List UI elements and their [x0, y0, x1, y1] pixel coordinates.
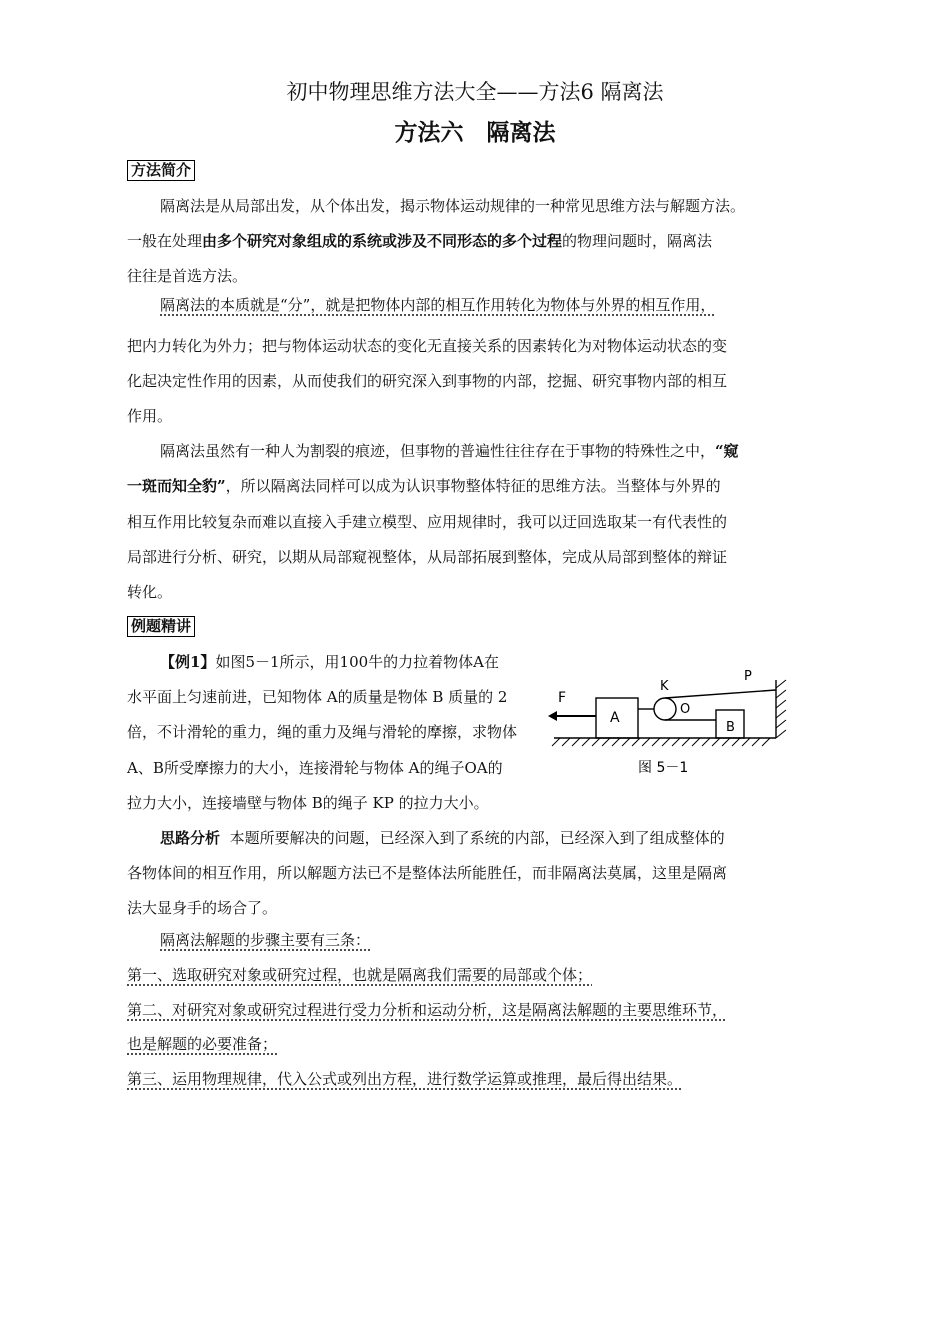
force-arrowhead: [548, 711, 557, 721]
example-line: 水平面上匀速前进，已知物体 A的质量是物体 B 质量的 2: [127, 688, 508, 706]
example-line: 拉力大小，连接墙壁与物体 B的绳子 KP 的拉力大小。: [127, 794, 489, 812]
intro-emphasis: 由多个研究对象组成的系统或涉及不同形态的多个过程: [202, 232, 563, 250]
document-title: 初中物理思维方法大全——方法6 隔离法: [286, 80, 664, 104]
label-a: A: [610, 710, 620, 726]
section-tag-method-intro: 方法简介: [127, 160, 195, 181]
analysis-label: 思路分析: [160, 829, 221, 847]
pulley: [654, 698, 676, 720]
ground-hatch: [552, 738, 770, 746]
label-k: K: [660, 679, 669, 694]
essence-line: 隔离法的本质就是“分”，就是把物体内部的相互作用转化为物体与外界的相互作用，: [160, 296, 716, 314]
value-line: 局部进行分析、研究，以期从局部窥视整体，从局部拓展到整体，完成从局部到整体的辩证: [127, 548, 728, 566]
label-b: B: [726, 720, 735, 735]
analysis-line: 思路分析 本题所要解决的问题，已经深入到了系统的内部，已经深入到了组成整体的: [160, 829, 725, 847]
intro-line: 隔离法是从局部出发，从个体出发，揭示物体运动规律的一种常见思维方法与解题方法。: [160, 197, 746, 215]
intro-line: 一般在处理由多个研究对象组成的系统或涉及不同形态的多个过程的物理问题时，隔离法: [127, 232, 713, 250]
value-emphasis: 一斑而知全豹”: [127, 477, 226, 495]
value-line: 一斑而知全豹”，所以隔离法同样可以成为认识事物整体特征的思维方法。当整体与外界的: [127, 477, 721, 495]
essence-line: 化起决定性作用的因素，从而使我们的研究深入到事物的内部，挖掘、研究事物内部的相互: [127, 372, 728, 390]
example-label: 【例1】: [160, 653, 216, 671]
figure-caption: 图 5－1: [638, 760, 689, 776]
step-item: 第三、运用物理规律，代入公式或列出方程，进行数学运算或推理，最后得出结果。: [127, 1070, 683, 1088]
essence-line: 把内力转化为外力；把与物体运动状态的变化无直接关系的因素转化为对物体运动状态的变: [127, 337, 728, 355]
label-p: P: [744, 669, 752, 684]
essence-line: 作用。: [127, 407, 173, 425]
step-item: 第一、选取研究对象或研究过程，也就是隔离我们需要的局部或个体；: [127, 966, 593, 984]
wall-hatch: [776, 680, 786, 738]
value-line: 相互作用比较复杂而难以直接入手建立模型、应用规律时，我可以迂回选取某一有代表性的: [127, 513, 728, 531]
value-line: 隔离法虽然有一种人为割裂的痕迹，但事物的普遍性往往存在于事物的特殊性之中，“窥: [160, 442, 739, 460]
value-line: 转化。: [127, 583, 173, 601]
example-line: 【例1】如图5－1所示，用100牛的力拉着物体A在: [160, 653, 499, 671]
label-o: O: [680, 702, 691, 717]
step-item: 也是解题的必要准备；: [127, 1035, 278, 1053]
steps-intro: 隔离法解题的步骤主要有三条：: [160, 931, 371, 949]
section-tag-examples: 例题精讲: [127, 616, 195, 637]
intro-line: 往往是首选方法。: [127, 267, 248, 285]
example-line: A、B所受摩擦力的大小，连接滑轮与物体 A的绳子OA的: [127, 759, 503, 777]
step-item: 第二、对研究对象或研究过程进行受力分析和运动分析，这是隔离法解题的主要思维环节，: [127, 1001, 728, 1019]
analysis-line: 法大显身手的场合了。: [127, 899, 278, 917]
analysis-line: 各物体间的相互作用，所以解题方法已不是整体法所能胜任，而非隔离法莫属，这里是隔离: [127, 864, 728, 882]
example-line: 倍，不计滑轮的重力，绳的重力及绳与滑轮的摩擦，求物体: [127, 723, 518, 741]
rope-kp: [665, 690, 776, 698]
method-heading: 方法六 隔离法: [394, 119, 556, 146]
pulley-figure: [540, 660, 800, 782]
label-f: F: [558, 690, 567, 706]
